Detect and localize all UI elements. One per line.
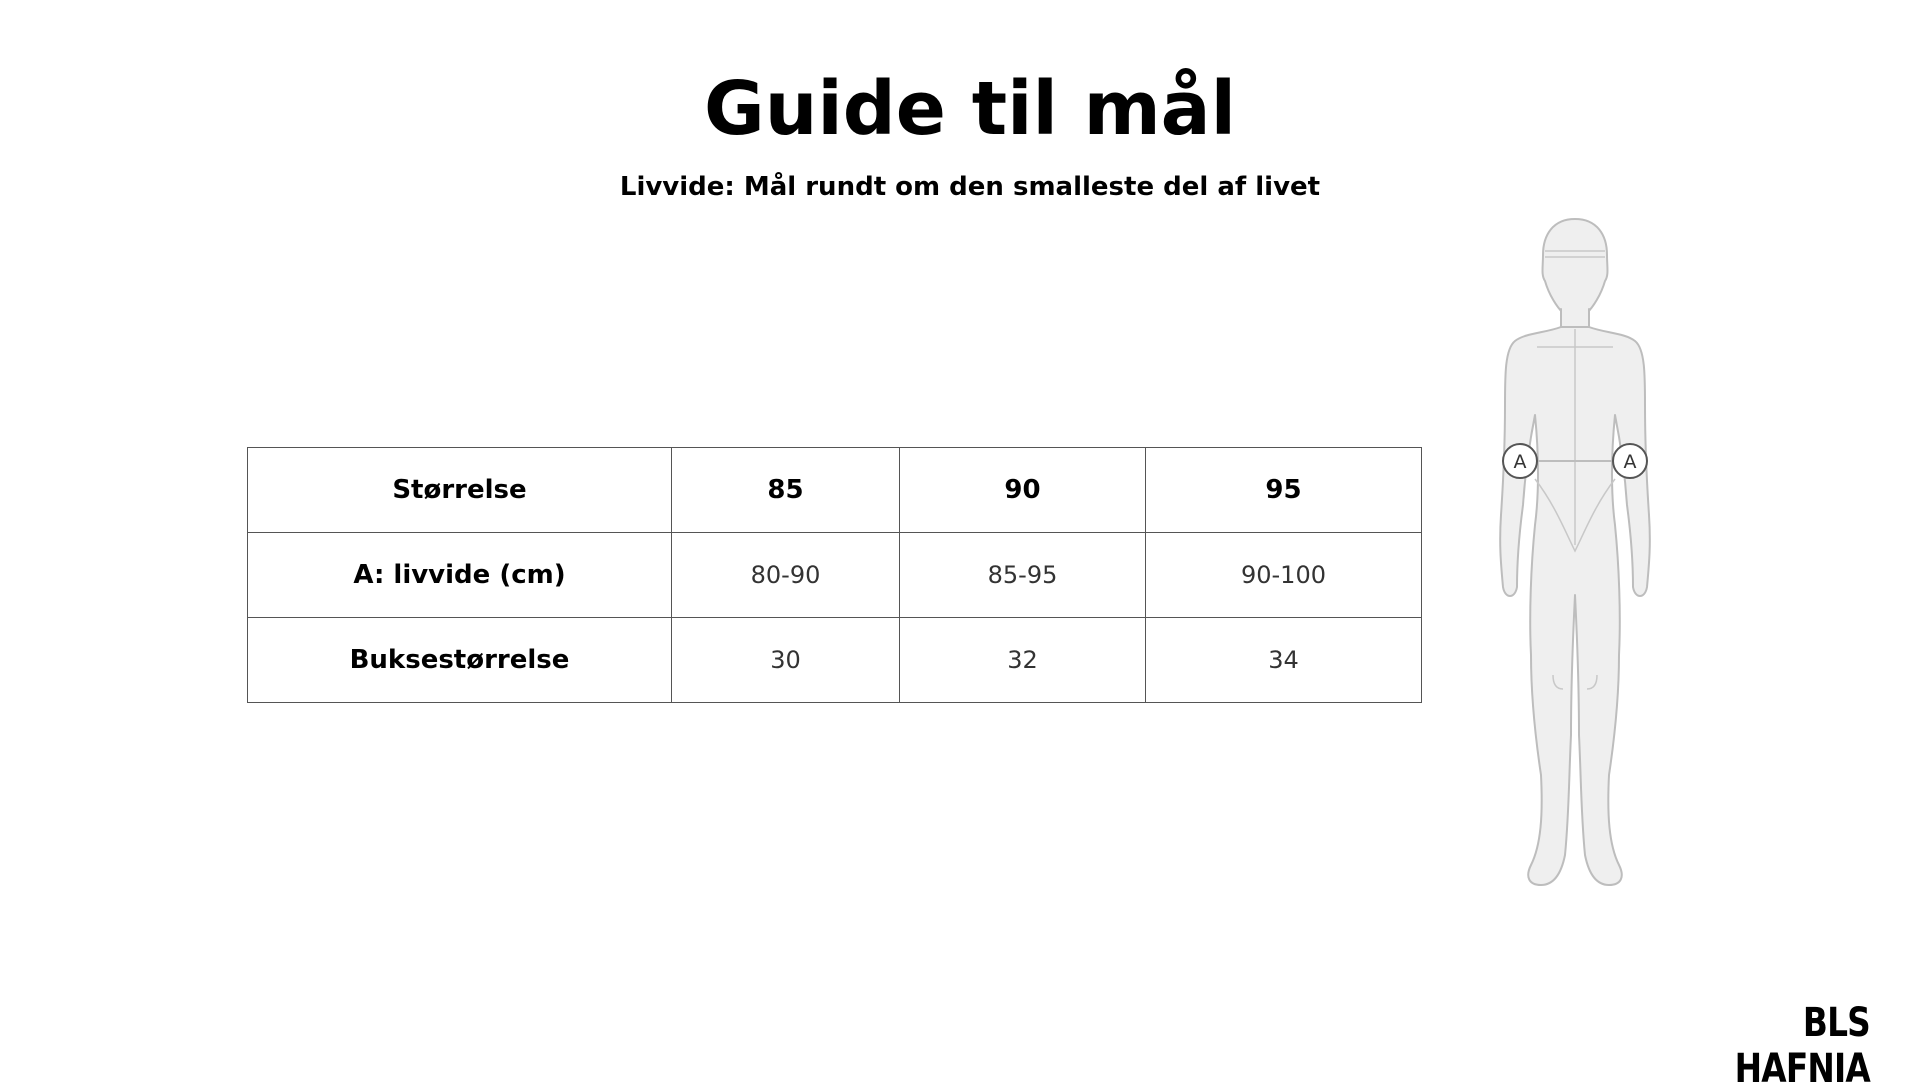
table-row xyxy=(248,533,1422,618)
row-label-waist: A: livvide (cm) xyxy=(248,533,672,618)
marker-right xyxy=(1613,444,1647,478)
page-subtitle: Livvide: Mål rundt om den smalleste del af livet xyxy=(619,172,1321,202)
page-title: Guide til mål xyxy=(704,66,1236,152)
header-cell-90: 90 xyxy=(900,448,1146,533)
marker-right-label: A xyxy=(1623,451,1637,473)
table-header-row xyxy=(248,448,1422,533)
brand-logo: BLS HAFNIA xyxy=(1734,1000,1870,1092)
figure-head xyxy=(1543,219,1608,313)
header-cell-85: 85 xyxy=(672,448,900,533)
row-label-pant-size: Buksestørrelse xyxy=(248,618,672,703)
table-cell: 34 xyxy=(1146,618,1422,703)
table-row xyxy=(248,618,1422,703)
size-table xyxy=(247,447,1422,703)
header-cell-size: Størrelse xyxy=(248,448,672,533)
table-cell: 80-90 xyxy=(672,533,900,618)
body-measurement-figure xyxy=(1465,215,1685,895)
marker-left xyxy=(1503,444,1537,478)
table-cell: 90-100 xyxy=(1146,533,1422,618)
marker-left-label: A xyxy=(1513,451,1527,473)
header-cell-95: 95 xyxy=(1146,448,1422,533)
table-cell: 85-95 xyxy=(900,533,1146,618)
table-cell: 32 xyxy=(900,618,1146,703)
table-cell: 30 xyxy=(672,618,900,703)
